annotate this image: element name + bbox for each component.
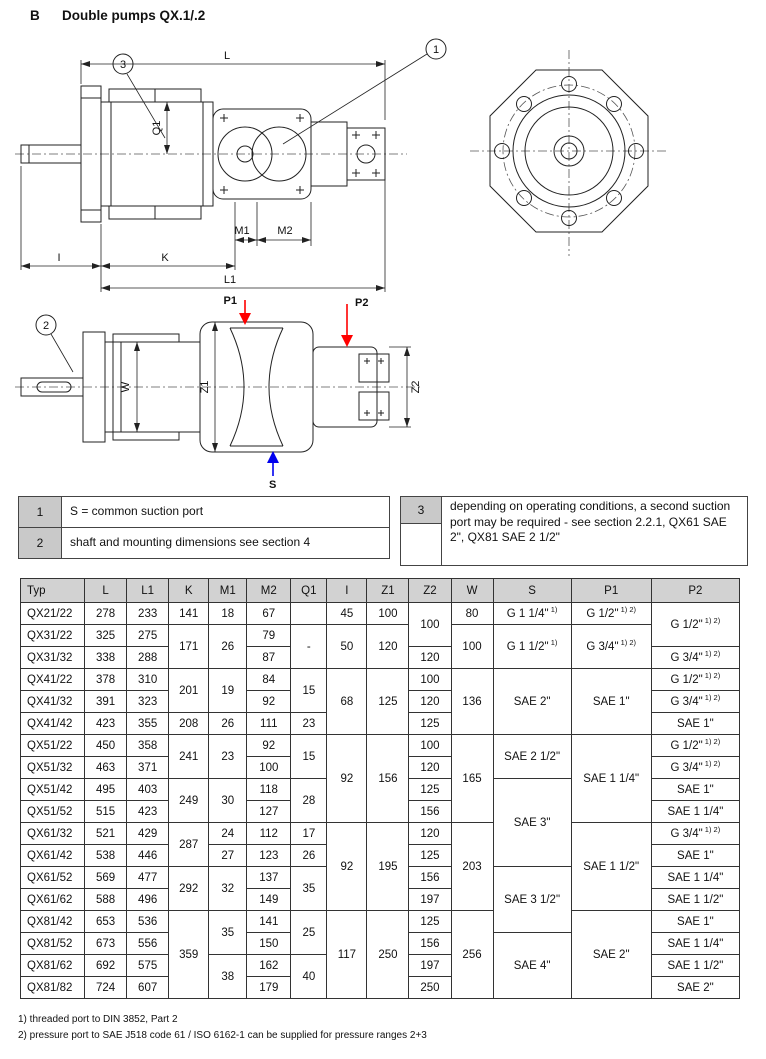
table-cell: G 1 1/4" $^{1)}$ bbox=[493, 603, 571, 625]
legend-num-2: 2 bbox=[19, 528, 62, 559]
table-cell: 17 bbox=[291, 823, 327, 845]
table-cell: 653 bbox=[85, 911, 127, 933]
table-cell: 120 bbox=[409, 757, 451, 779]
callout-2-label: 2 bbox=[42, 320, 50, 332]
table-cell: 125 bbox=[367, 669, 409, 735]
p1-arrowhead bbox=[239, 313, 251, 325]
table-cell: G 3/4" $^{1) 2)}$ bbox=[571, 625, 651, 669]
table-cell: 450 bbox=[85, 735, 127, 757]
table-cell: QX31/22 bbox=[21, 625, 85, 647]
column-header: L1 bbox=[127, 579, 169, 603]
column-header: P2 bbox=[651, 579, 739, 603]
table-cell: 27 bbox=[209, 845, 247, 867]
port-label-s: S bbox=[269, 479, 277, 491]
table-cell: 423 bbox=[85, 713, 127, 735]
table-cell: 100 bbox=[409, 735, 451, 757]
dim-label-z1: Z1 bbox=[199, 380, 211, 394]
table-cell: 120 bbox=[367, 625, 409, 669]
table-cell: 137 bbox=[247, 867, 291, 889]
legend-num-3: 3 bbox=[401, 497, 441, 524]
table-cell: 26 bbox=[209, 625, 247, 669]
table-cell: 92 bbox=[247, 691, 291, 713]
table-cell: 156 bbox=[367, 735, 409, 823]
column-header: Z1 bbox=[367, 579, 409, 603]
table-cell: SAE 3" bbox=[493, 779, 571, 867]
table-cell: 125 bbox=[409, 779, 451, 801]
table-cell: SAE 1 1/2" bbox=[651, 889, 739, 911]
table-cell: 26 bbox=[209, 713, 247, 735]
table-cell: G 3/4" $^{1) 2)}$ bbox=[651, 757, 739, 779]
table-cell: 569 bbox=[85, 867, 127, 889]
table-cell: SAE 2 1/2" bbox=[493, 735, 571, 779]
table-row bbox=[21, 823, 740, 845]
dim-table-header-row bbox=[21, 579, 740, 603]
table-cell: QX51/32 bbox=[21, 757, 85, 779]
table-cell: 19 bbox=[209, 669, 247, 713]
table-cell: 100 bbox=[409, 669, 451, 691]
dim-label-q1: Q1 bbox=[151, 120, 163, 136]
table-cell: 556 bbox=[127, 933, 169, 955]
column-header: Typ bbox=[21, 579, 85, 603]
port-s bbox=[267, 451, 279, 491]
table-cell: 536 bbox=[127, 911, 169, 933]
table-cell: 423 bbox=[127, 801, 169, 823]
table-cell: 249 bbox=[169, 779, 209, 823]
table-cell: 197 bbox=[409, 955, 451, 977]
table-cell: G 1/2" $^{1) 2)}$ bbox=[651, 669, 739, 691]
table-cell: SAE 1 1/2" bbox=[651, 955, 739, 977]
column-header: Q1 bbox=[291, 579, 327, 603]
table-cell: G 1/2" $^{1) 2)}$ bbox=[651, 603, 739, 647]
table-cell: 515 bbox=[85, 801, 127, 823]
table-cell: 607 bbox=[127, 977, 169, 999]
legend-right bbox=[400, 496, 748, 566]
table-cell: 355 bbox=[127, 713, 169, 735]
legend-row bbox=[19, 528, 390, 559]
legend-row bbox=[19, 497, 390, 528]
table-cell: SAE 1" bbox=[571, 669, 651, 735]
table-cell: 278 bbox=[85, 603, 127, 625]
table-cell: QX61/52 bbox=[21, 867, 85, 889]
table-cell: 156 bbox=[409, 801, 451, 823]
column-header: W bbox=[451, 579, 493, 603]
table-cell: QX41/32 bbox=[21, 691, 85, 713]
table-cell: SAE 1 1/4" bbox=[651, 801, 739, 823]
table-cell: 123 bbox=[247, 845, 291, 867]
callout-1-label: 1 bbox=[432, 44, 440, 56]
dim-label-m1: M1 bbox=[234, 225, 250, 237]
table-cell: 359 bbox=[169, 911, 209, 999]
table-cell: QX61/62 bbox=[21, 889, 85, 911]
table-cell: 23 bbox=[291, 713, 327, 735]
table-cell: 195 bbox=[367, 823, 409, 911]
table-cell: 18 bbox=[209, 603, 247, 625]
table-cell: SAE 1" bbox=[651, 713, 739, 735]
table-cell: 67 bbox=[247, 603, 291, 625]
table-cell: 25 bbox=[291, 911, 327, 955]
table-cell: 150 bbox=[247, 933, 291, 955]
legend-text-3: depending on operating conditions, a second suction port may be required - see section 2.2.1, QX61 SAE 2", QX81 SAE 2 1/2" bbox=[442, 497, 748, 566]
table-cell: 125 bbox=[409, 713, 451, 735]
table-cell: 50 bbox=[327, 625, 367, 669]
table-cell: 179 bbox=[247, 977, 291, 999]
table-cell: 325 bbox=[85, 625, 127, 647]
table-row bbox=[21, 735, 740, 757]
table-cell: 521 bbox=[85, 823, 127, 845]
port-label-p2: P2 bbox=[355, 297, 369, 309]
table-cell: 120 bbox=[409, 823, 451, 845]
table-cell: QX81/62 bbox=[21, 955, 85, 977]
table-cell: 92 bbox=[327, 735, 367, 823]
port-label-p1: P1 bbox=[223, 295, 237, 307]
table-cell: 162 bbox=[247, 955, 291, 977]
table-cell: 79 bbox=[247, 625, 291, 647]
table-cell: 120 bbox=[409, 691, 451, 713]
table-cell: QX81/52 bbox=[21, 933, 85, 955]
table-cell: SAE 2" bbox=[651, 977, 739, 999]
dim-m1-m2 bbox=[234, 202, 311, 246]
dim-label-z2: Z2 bbox=[410, 380, 422, 394]
dimension-table bbox=[20, 578, 740, 999]
table-cell: QX81/82 bbox=[21, 977, 85, 999]
table-cell: SAE 3 1/2" bbox=[493, 867, 571, 933]
table-cell: SAE 1 1/2" bbox=[571, 823, 651, 911]
column-header: Z2 bbox=[409, 579, 451, 603]
footnotes bbox=[18, 1012, 427, 1043]
table-cell: 87 bbox=[247, 647, 291, 669]
table-cell: 32 bbox=[209, 867, 247, 911]
footnote-2: 2) pressure port to SAE J518 code 61 / ISO 6162-1 can be supplied for pressure ranges 2+3 bbox=[18, 1029, 427, 1041]
port-p2 bbox=[341, 297, 368, 347]
dim-label-m2: M2 bbox=[277, 225, 293, 237]
dim-table-body bbox=[21, 603, 740, 999]
column-header: K bbox=[169, 579, 209, 603]
table-cell: 24 bbox=[209, 823, 247, 845]
table-cell: 35 bbox=[209, 911, 247, 955]
table-cell: G 1/2" $^{1) 2)}$ bbox=[651, 735, 739, 757]
table-cell: 201 bbox=[169, 669, 209, 713]
table-cell: 323 bbox=[127, 691, 169, 713]
table-cell: QX41/22 bbox=[21, 669, 85, 691]
dim-label-w: W bbox=[120, 381, 132, 393]
table-cell: QX21/22 bbox=[21, 603, 85, 625]
table-cell: 23 bbox=[209, 735, 247, 779]
table-cell: 203 bbox=[451, 823, 493, 911]
table-cell: 310 bbox=[127, 669, 169, 691]
legend-num-3-cell bbox=[401, 497, 442, 566]
table-cell: 496 bbox=[127, 889, 169, 911]
top-view-drawing bbox=[15, 292, 435, 492]
table-cell: 100 bbox=[409, 603, 451, 647]
table-cell: SAE 2" bbox=[493, 669, 571, 735]
table-cell: 197 bbox=[409, 889, 451, 911]
table-cell: 45 bbox=[327, 603, 367, 625]
table-cell: 208 bbox=[169, 713, 209, 735]
table-cell: 287 bbox=[169, 823, 209, 867]
table-cell: 35 bbox=[291, 867, 327, 911]
callout-2 bbox=[36, 315, 73, 372]
callout-3-label: 3 bbox=[119, 59, 127, 71]
table-cell: 118 bbox=[247, 779, 291, 801]
table-cell: QX51/52 bbox=[21, 801, 85, 823]
table-row bbox=[21, 625, 740, 647]
table-cell: 250 bbox=[409, 977, 451, 999]
table-cell: 446 bbox=[127, 845, 169, 867]
table-row bbox=[21, 911, 740, 933]
table-cell: SAE 1" bbox=[651, 911, 739, 933]
table-cell: 403 bbox=[127, 779, 169, 801]
table-cell: SAE 1 1/4" bbox=[571, 735, 651, 823]
table-cell: 141 bbox=[169, 603, 209, 625]
column-header: M2 bbox=[247, 579, 291, 603]
table-cell: 391 bbox=[85, 691, 127, 713]
side-view-drawing bbox=[15, 34, 467, 296]
table-cell: 120 bbox=[409, 647, 451, 669]
table-cell: 165 bbox=[451, 735, 493, 823]
table-cell: QX61/32 bbox=[21, 823, 85, 845]
table-cell: 141 bbox=[247, 911, 291, 933]
table-cell: 100 bbox=[451, 625, 493, 669]
table-cell: 112 bbox=[247, 823, 291, 845]
table-cell: 338 bbox=[85, 647, 127, 669]
legend-row bbox=[401, 497, 748, 566]
table-cell: 673 bbox=[85, 933, 127, 955]
table-cell: QX51/22 bbox=[21, 735, 85, 757]
table-cell: 588 bbox=[85, 889, 127, 911]
table-cell: 463 bbox=[85, 757, 127, 779]
legend-left bbox=[18, 496, 390, 559]
table-cell: QX51/42 bbox=[21, 779, 85, 801]
dim-label-i: I bbox=[57, 252, 61, 264]
table-cell: 724 bbox=[85, 977, 127, 999]
front-view-drawing bbox=[476, 56, 662, 252]
table-cell: 171 bbox=[169, 625, 209, 669]
table-cell: QX41/42 bbox=[21, 713, 85, 735]
table-cell: 477 bbox=[127, 867, 169, 889]
table-cell: 495 bbox=[85, 779, 127, 801]
table-cell: SAE 2" bbox=[571, 911, 651, 999]
table-cell: G 3/4" $^{1) 2)}$ bbox=[651, 647, 739, 669]
table-cell: 275 bbox=[127, 625, 169, 647]
port-p1 bbox=[224, 295, 251, 325]
column-header: L bbox=[85, 579, 127, 603]
table-cell: 378 bbox=[85, 669, 127, 691]
table-row bbox=[21, 603, 740, 625]
table-cell: SAE 1" bbox=[651, 779, 739, 801]
dim-z1 bbox=[199, 322, 215, 452]
table-cell: SAE 1 1/4" bbox=[651, 867, 739, 889]
table-cell: 68 bbox=[327, 669, 367, 735]
column-header: P1 bbox=[571, 579, 651, 603]
table-cell: G 1 1/2" $^{1)}$ bbox=[493, 625, 571, 669]
table-cell: 84 bbox=[247, 669, 291, 691]
table-cell: 40 bbox=[291, 955, 327, 999]
table-cell: 156 bbox=[409, 867, 451, 889]
table-cell: QX81/42 bbox=[21, 911, 85, 933]
legend-num-1: 1 bbox=[19, 497, 62, 528]
s-arrowhead bbox=[267, 451, 279, 463]
table-cell: 38 bbox=[209, 955, 247, 999]
table-cell: 149 bbox=[247, 889, 291, 911]
table-cell: QX31/32 bbox=[21, 647, 85, 669]
table-cell: 100 bbox=[367, 603, 409, 625]
page-title: Double pumps QX.1/.2 bbox=[62, 8, 206, 23]
table-cell: 241 bbox=[169, 735, 209, 779]
column-header: I bbox=[327, 579, 367, 603]
table-cell: 233 bbox=[127, 603, 169, 625]
table-cell bbox=[291, 603, 327, 625]
table-cell: 92 bbox=[327, 823, 367, 911]
dim-label-l: L bbox=[223, 50, 231, 62]
dim-label-l1: L1 bbox=[223, 274, 237, 286]
table-cell: SAE 1" bbox=[651, 845, 739, 867]
table-cell: 575 bbox=[127, 955, 169, 977]
table-cell: 28 bbox=[291, 779, 327, 823]
table-cell: 30 bbox=[209, 779, 247, 823]
table-cell: 288 bbox=[127, 647, 169, 669]
table-cell: 250 bbox=[367, 911, 409, 999]
section-letter: B bbox=[30, 8, 40, 23]
table-cell: 371 bbox=[127, 757, 169, 779]
table-cell: 80 bbox=[451, 603, 493, 625]
table-cell: 256 bbox=[451, 911, 493, 999]
table-cell: 692 bbox=[85, 955, 127, 977]
footnote-1: 1) threaded port to DIN 3852, Part 2 bbox=[18, 1014, 178, 1025]
table-cell: - bbox=[291, 625, 327, 669]
table-cell: SAE 4" bbox=[493, 933, 571, 999]
table-cell: 26 bbox=[291, 845, 327, 867]
table-cell: 358 bbox=[127, 735, 169, 757]
legend-text-1: S = common suction port bbox=[62, 497, 390, 528]
table-cell: 125 bbox=[409, 845, 451, 867]
table-cell: 100 bbox=[247, 757, 291, 779]
column-header: S bbox=[493, 579, 571, 603]
table-cell: 136 bbox=[451, 669, 493, 735]
table-cell: 111 bbox=[247, 713, 291, 735]
table-cell: 15 bbox=[291, 669, 327, 713]
table-cell: 15 bbox=[291, 735, 327, 779]
table-cell: SAE 1 1/4" bbox=[651, 933, 739, 955]
dim-label-k: K bbox=[161, 252, 169, 264]
table-cell: 125 bbox=[409, 911, 451, 933]
table-cell: 156 bbox=[409, 933, 451, 955]
callout-3 bbox=[113, 54, 165, 138]
table-cell: 92 bbox=[247, 735, 291, 757]
table-row bbox=[21, 669, 740, 691]
legend-text-2: shaft and mounting dimensions see section 4 bbox=[62, 528, 390, 559]
table-cell: 292 bbox=[169, 867, 209, 911]
table-cell: 429 bbox=[127, 823, 169, 845]
table-cell: G 3/4" $^{1) 2)}$ bbox=[651, 691, 739, 713]
column-header: M1 bbox=[209, 579, 247, 603]
table-cell: 538 bbox=[85, 845, 127, 867]
table-cell: G 3/4" $^{1) 2)}$ bbox=[651, 823, 739, 845]
table-cell: QX61/42 bbox=[21, 845, 85, 867]
table-cell: 117 bbox=[327, 911, 367, 999]
table-cell: G 1/2" $^{1) 2)}$ bbox=[571, 603, 651, 625]
p2-arrowhead bbox=[341, 335, 353, 347]
table-cell: 127 bbox=[247, 801, 291, 823]
